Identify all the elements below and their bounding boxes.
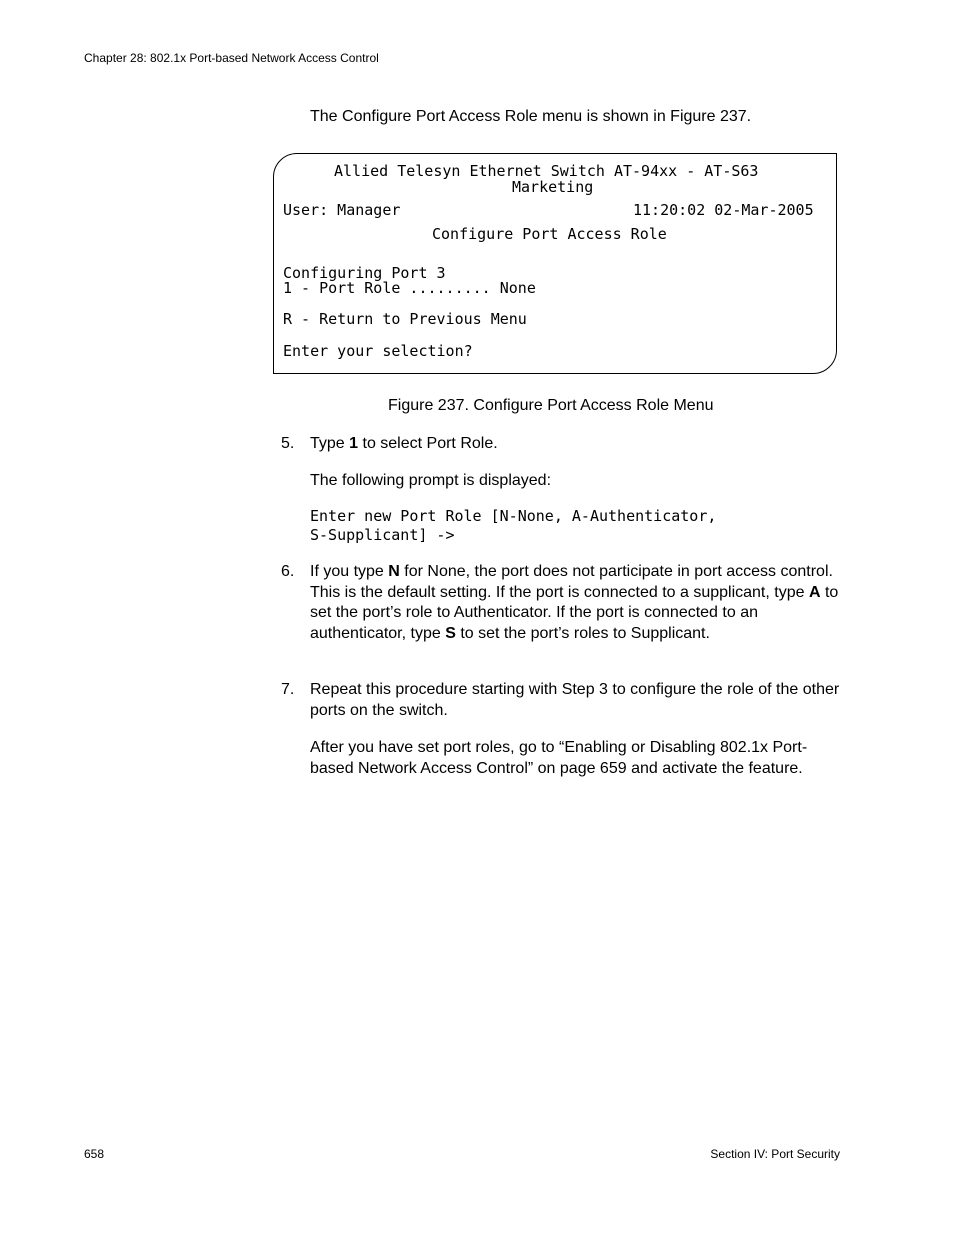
step-text-part: If you type	[310, 563, 389, 580]
terminal-configuring: Configuring Port 3	[283, 264, 446, 282]
step-text-part: Type	[310, 435, 350, 452]
step-bold: 1	[349, 435, 359, 452]
step-bold: A	[808, 583, 821, 601]
after-text: After you have set port roles, go to “Enabling or Disabling 802.1x Port-based Network Access Control” on page 659 and activate the feature.	[310, 739, 808, 777]
step-text: Repeat this procedure starting with Step 3 to configure the role of the other ports on the switch.	[310, 681, 840, 719]
step-text-part: to select Port Role.	[358, 435, 498, 452]
code-line-2: S-Supplicant] ->	[310, 526, 455, 544]
step-text	[310, 562, 850, 644]
terminal-user: User: Manager	[283, 201, 401, 219]
step-number: 7.	[281, 681, 295, 698]
prompt-intro: The following prompt is displayed:	[310, 472, 552, 489]
step-bold: S	[445, 624, 456, 642]
terminal-option-return: R - Return to Previous Menu	[283, 310, 527, 328]
terminal-option-port-role: 1 - Port Role ......... None	[283, 279, 536, 297]
terminal-datetime: 11:20:02 02-Mar-2005	[633, 201, 814, 219]
page-number: 658	[84, 1147, 105, 1161]
terminal-prompt: Enter your selection?	[283, 342, 473, 360]
step-text-part: for None, the port does not participate in port access control. This is the default setting. If the port is connected to a supplicant, type	[310, 563, 833, 601]
step-text	[310, 434, 850, 454]
section-footer: Section IV: Port Security	[710, 1147, 840, 1161]
code-line-1: Enter new Port Role [N-None, A-Authenticator,	[310, 507, 717, 525]
figure-caption: Figure 237. Configure Port Access Role Menu	[388, 397, 714, 414]
step-text-part: to set the port’s role to Authenticator. If the port is connected to an authenticator, type	[310, 583, 839, 642]
intro-text: The Configure Port Access Role menu is shown in Figure 237.	[310, 108, 752, 125]
terminal-title: Allied Telesyn Ethernet Switch AT-94xx - AT-S63	[334, 162, 759, 180]
step-number: 5.	[281, 435, 295, 452]
step-text-part: to set the port’s roles to Supplicant.	[455, 624, 710, 642]
step-bold: N	[388, 563, 400, 580]
step-number: 6.	[281, 563, 295, 580]
terminal-subtitle: Marketing	[512, 178, 594, 196]
running-header: Chapter 28: 802.1x Port-based Network Access Control	[84, 51, 379, 65]
terminal-menu-title: Configure Port Access Role	[432, 225, 667, 243]
terminal-screen	[273, 153, 837, 374]
